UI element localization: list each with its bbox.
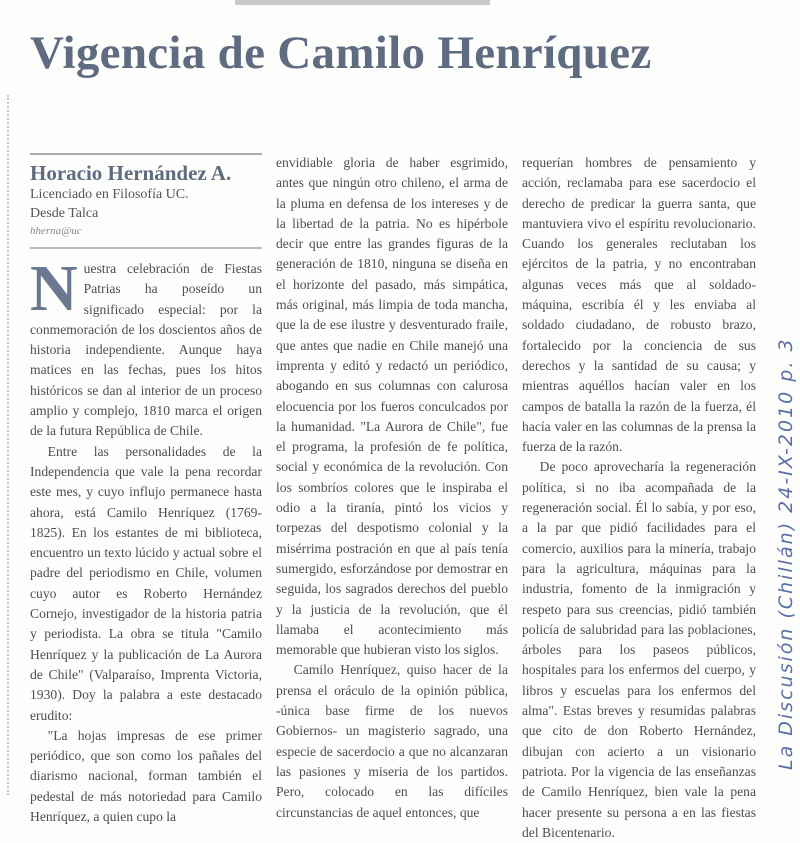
author-credential: Licenciado en Filosofía UC. xyxy=(30,187,189,202)
column-3 xyxy=(522,153,756,843)
author-email: hherna@uc xyxy=(30,223,262,249)
top-scan-bar xyxy=(235,0,490,5)
author-name: Horacio Hernández A. xyxy=(30,161,232,185)
article-title: Vigencia de Camilo Henríquez xyxy=(30,27,652,79)
column-1 xyxy=(30,153,262,827)
column-2 xyxy=(276,153,508,823)
paragraph: De poco aprovecharía la regeneración política, si no iba acompañada de la regeneración social. Él lo sabía, y por eso, a la par que pidió facilidades para el comercio, auxilios para la minería, trabajo para la agricultura, máquinas para la industria, fomento de la inmigración y respeto para sus creencias, pidió también policía de salubridad para las poblaciones, árboles para los paseos públicos, hospitales para los enfermos del cuerpo, y libros y escuelas para los enfermos del alma". Estas breves y resumidas palabras que cito de don Roberto Hernández, dibujan con acierto a un visionario patriota. Por la vigencia de las enseñanzas de Camilo Henríquez, bien vale la pena hacer presente su persona a en las fiestas del Bicentenario. xyxy=(522,459,756,840)
paragraph: "La hojas impresas de ese primer periódico, que son como los pañales del diarismo nacional, forman también el pedestal de más notoriedad para Camilo Henríquez, a quien cupo la xyxy=(30,727,262,825)
paragraph: Entre las personalidades de la Independencia que vale la pena recordar este mes, y cuyo influjo permanece hasta ahora, está Camilo Henríquez (1769-1825). En los estantes de mi biblioteca, encuentro un texto lúcido y actual sobre el padre del periodismo en Chile, volumen cuyo autor es Roberto Hernández Cornejo, investigador de la historia patria y periodista. La obra se titula "Camilo Henríquez y la publicación de La Aurora de Chile" (Valparaíso, Imprenta Victoria, 1930). Doy la palabra a este destacado erudito: xyxy=(30,443,262,723)
clipping-edge xyxy=(7,95,9,795)
paragraph: Camilo Henríquez, quiso hacer de la prensa el oráculo de la opinión pública, -única base firme de los nuevos Gobiernos- un magisterio sagrado, una especie de sacerdocio a que no alcanzaran las pasiones y miseria de los partidos. Pero, colocado en las difíciles circunstancias de aquel entonces, que xyxy=(276,662,508,820)
drop-cap: N xyxy=(30,252,78,325)
paragraph: envidiable gloria de haber esgrimido, antes que ningún otro chileno, el arma de la pluma en defensa de los intereses y de la libertad de la patria. No es hipérbole decir que entre las grandes figuras de la generación de 1810, ninguna se diseña en el horizonte del pasado, más simpática, más original, más limpia de toda mancha, que la de ese ilustre y desventurado fraile, que antes que nadie en Chile manejó una imprenta y editó y redactó un periódico, abogando en sus columnas con calurosa elocuencia por los fueros conculcados por la humanidad. "La Aurora de Chile", fue el programa, la profesión de fe política, social y económica de la revolución. Con los sombríos colores que le inspiraba el odio a la tiranía, pintó los vicios y torpezas del despotismo colonial y la misérrima postración en que al país tenía sumergido, esforzándose por demostrar en seguida, los sagrados derechos del pueblo y la justicia de la revolución, que él llamaba el acontecimiento más memorable que hubieran visto los siglos. xyxy=(276,155,508,658)
handwritten-source-note: La Discusión (Chillán) 24-IX-2010 p. 3 xyxy=(775,337,797,770)
author-location: Desde Talca xyxy=(30,206,99,221)
byline xyxy=(30,153,262,249)
paragraph: Nuestra celebración de Fiestas Patrias ha poseído un significado especial: por la conmemoración de los doscientos años de historia independiente. Aunque haya matices en las fechas, pues los hitos históricos se dan al interior de un proceso amplio y complejo, 1810 marca el origen de la futura República de Chile. xyxy=(30,252,262,439)
paragraph: requerían hombres de pensamiento y acción, reclamaba para ese sacerdocio el derecho de predicar la guerra santa, que mantuviera vivo el espíritu revolucionario. Cuando los generales reclutaban los ejércitos de la patria, y no encontraban algunas veces más que al soldado-máquina, escribía él y les enviaba al soldado ciudadano, de robusto brazo, fortalecido por la conciencia de sus derechos y la santidad de su causa; y mientras aquéllos hacían valer en los campos de batalla la razón de la fuerza, él hacía valer en las columnas de la prensa la fuerza de la razón. xyxy=(522,155,756,455)
